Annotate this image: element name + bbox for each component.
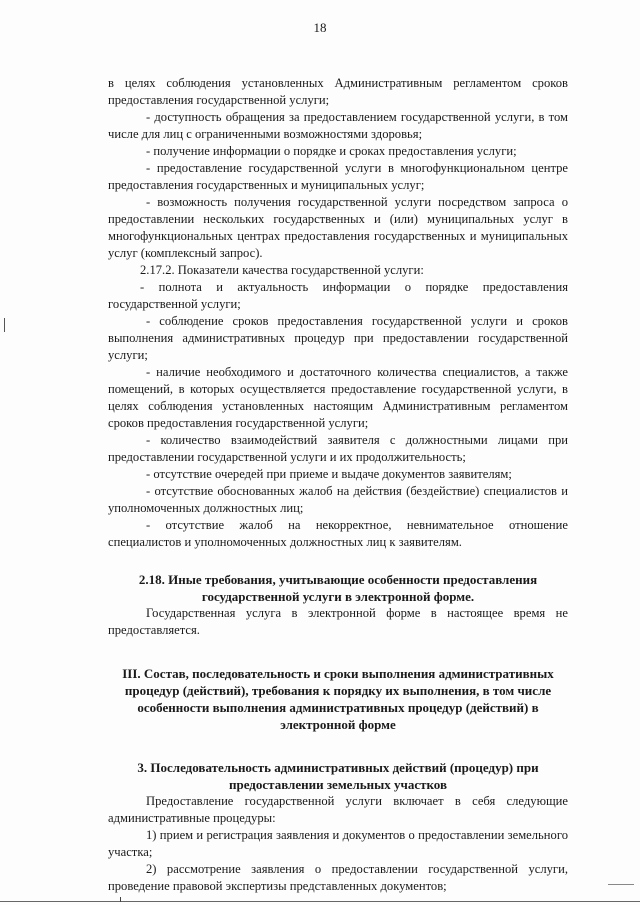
section-heading-2-18: 2.18. Иные требования, учитывающие особенности предоставления государственной услуги в электронной форме. bbox=[138, 572, 538, 604]
section-heading-3: 3. Последовательность административных действий (процедур) при предоставлении земельных участков bbox=[137, 760, 539, 792]
paragraph: - доступность обращения за предоставлением государственной услуги, в том числе для лиц с ограниченными возможностями здоровья; bbox=[108, 110, 568, 141]
corner-mark bbox=[608, 884, 634, 885]
paragraph: 1) прием и регистрация заявления и документов о предоставлении земельного участка; bbox=[108, 828, 568, 859]
section-2-18-text: Государственная услуга в электронной форме в настоящее время не предоставляется. bbox=[108, 606, 568, 637]
paragraph: Предоставление государственной услуги включает в себя следующие административные процедуры: bbox=[108, 794, 568, 825]
document-body bbox=[108, 75, 568, 895]
paragraph: - количество взаимодействий заявителя с должностными лицами при предоставлении государственной услуги и их продолжительность; bbox=[108, 433, 568, 464]
paragraph: - полнота и актуальность информации о порядке предоставления государственной услуги; bbox=[108, 280, 568, 311]
paragraph: - наличие необходимого и достаточного количества специалистов, а также помещений, в которых осуществляется предоставление государственной услуги, в целях соблюдения установленных настоящим Административным регламентом сроков предоставления государственной услуги; bbox=[108, 365, 568, 430]
paragraph: 2) рассмотрение заявления о предоставлении государственной услуги, проведение правовой экспертизы представленных документов; bbox=[108, 862, 568, 893]
paragraph: в целях соблюдения установленных Административным регламентом сроков предоставления государственной услуги; bbox=[108, 76, 568, 107]
page-edge-tick bbox=[120, 897, 121, 902]
paragraph: - получение информации о порядке и сроках предоставления услуги; bbox=[146, 144, 517, 158]
paragraph: - предоставление государственной услуги в многофункциональном центре предоставления государственных и муниципальных услуг; bbox=[108, 161, 568, 192]
page-edge-line bbox=[0, 901, 640, 902]
page-number: 18 bbox=[313, 20, 327, 35]
paragraph: 2.17.2. Показатели качества государственной услуги: bbox=[140, 263, 424, 277]
paragraph: - отсутствие жалоб на некорректное, невнимательное отношение специалистов и уполномоченных должностных лиц к заявителям. bbox=[108, 518, 568, 549]
paragraph: - отсутствие обоснованных жалоб на действия (бездействие) специалистов и уполномоченных должностных лиц; bbox=[108, 484, 568, 515]
margin-mark bbox=[4, 318, 5, 332]
paragraph: - отсутствие очередей при приеме и выдаче документов заявителям; bbox=[146, 467, 512, 481]
paragraph: - соблюдение сроков предоставления государственной услуги и сроков выполнения административных процедур при предоставлении государственной услуги; bbox=[108, 314, 568, 362]
section-heading-III: III. Состав, последовательность и сроки выполнения административных процедур (действий), требования к порядку их выполнения, в том числе особенности выполнения административных процедур (действий) в электронной форме bbox=[122, 666, 554, 732]
paragraph: - возможность получения государственной услуги посредством запроса о предоставлении нескольких государственных и (или) муниципальных услуг в многофункциональных центрах предоставления государственных и муниципальных услуг (комплексный запрос). bbox=[108, 195, 568, 260]
